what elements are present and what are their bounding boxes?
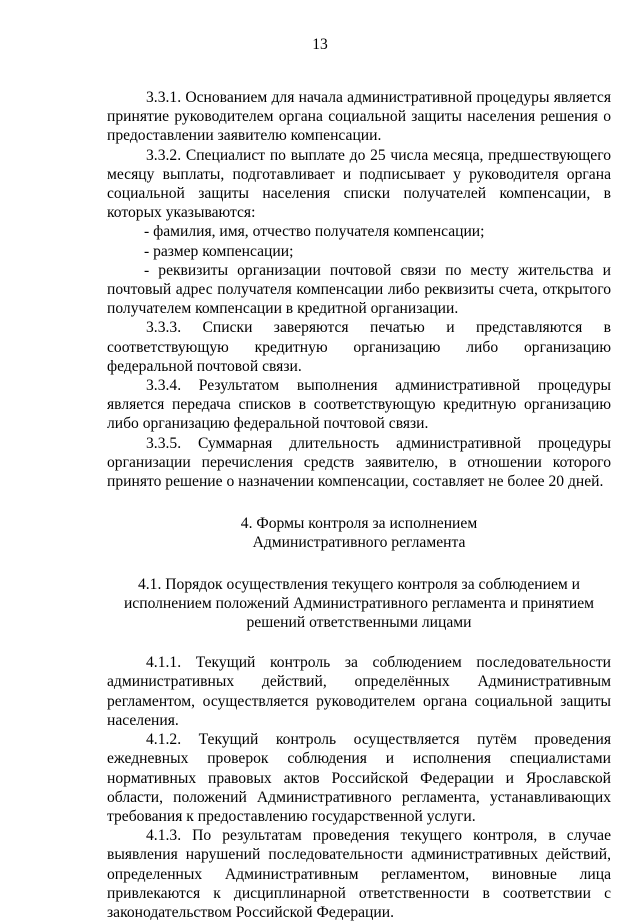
document-body bbox=[107, 88, 611, 922]
section-4-title-line-2: Административного регламента bbox=[252, 534, 466, 552]
subsection-4-1-title-line-1: 4.1. Порядок осуществления текущего контроля за соблюдением и bbox=[137, 575, 581, 593]
paragraph-4-1-1: 4.1.1. Текущий контроль за соблюдением последовательности административных действий, определённых Административным регламентом, осуществляется руководителем органа социальной защиты населения. bbox=[107, 654, 611, 729]
paragraph-3-3-1: 3.3.1. Основанием для начала административной процедуры является принятие руководителем органа социальной защиты населения решения о предоставлении заявителю компенсации. bbox=[107, 89, 611, 145]
paragraph-3-3-2: 3.3.2. Специалист по выплате до 25 числа месяца, предшествующего месяцу выплаты, подготавливает и подписывает у руководителя органа социальной защиты населения списки получателей компенсации, в которых указываются: bbox=[107, 146, 611, 222]
paragraph-3-3-3: 3.3.3. Списки заверяются печатью и представляются в соответствующую кредитную организацию либо организацию федеральной почтовой связи. bbox=[107, 319, 611, 375]
list-item-requisites: - реквизиты организации почтовой связи по месту жительства и почтовый адрес получателя компенсации либо реквизиты счета, открытого получателем компенсации в кредитной организации. bbox=[107, 261, 611, 318]
subsection-4-1-title-line-2: исполнением положений Административного регламента и принятием bbox=[123, 594, 595, 612]
subsection-4-1-title-line-3: решений ответственными лицами bbox=[246, 614, 472, 632]
list-item-fio: - фамилия, имя, отчество получателя компенсации; bbox=[144, 223, 485, 241]
paragraph-4-1-2: 4.1.2. Текущий контроль осуществляется путём проведения ежедневных проверок соблюдения и исполнения специалистами нормативных правовых актов Российской Федерации и Ярославской области, положений Административного регламента, устанавливающих требования к предоставлению государственной услуги. bbox=[107, 731, 611, 825]
paragraph-4-1-3: 4.1.3. По результатам проведения текущего контроля, в случае выявления нарушений последовательности административных действий, определенных Административным регламентом, виновные лица привлекаются к дисциплинарной ответственности в соответствии с законодательством Российской Федерации. bbox=[107, 827, 611, 921]
paragraph-3-3-5: 3.3.5. Суммарная длительность административной процедуры организации перечисления средств заявителю, в отношении которого принято решение о назначении компенсации, составляет не более 20 дней. bbox=[107, 434, 611, 491]
list-item-amount: - размер компенсации; bbox=[144, 242, 294, 260]
page-number: 13 bbox=[312, 36, 328, 53]
section-4-title-line-1: 4. Формы контроля за исполнением bbox=[240, 515, 478, 533]
paragraph-3-3-4: 3.3.4. Результатом выполнения административной процедуры является передача списков в соответствующую кредитную организацию либо организацию федеральной почтовой связи. bbox=[107, 377, 611, 433]
